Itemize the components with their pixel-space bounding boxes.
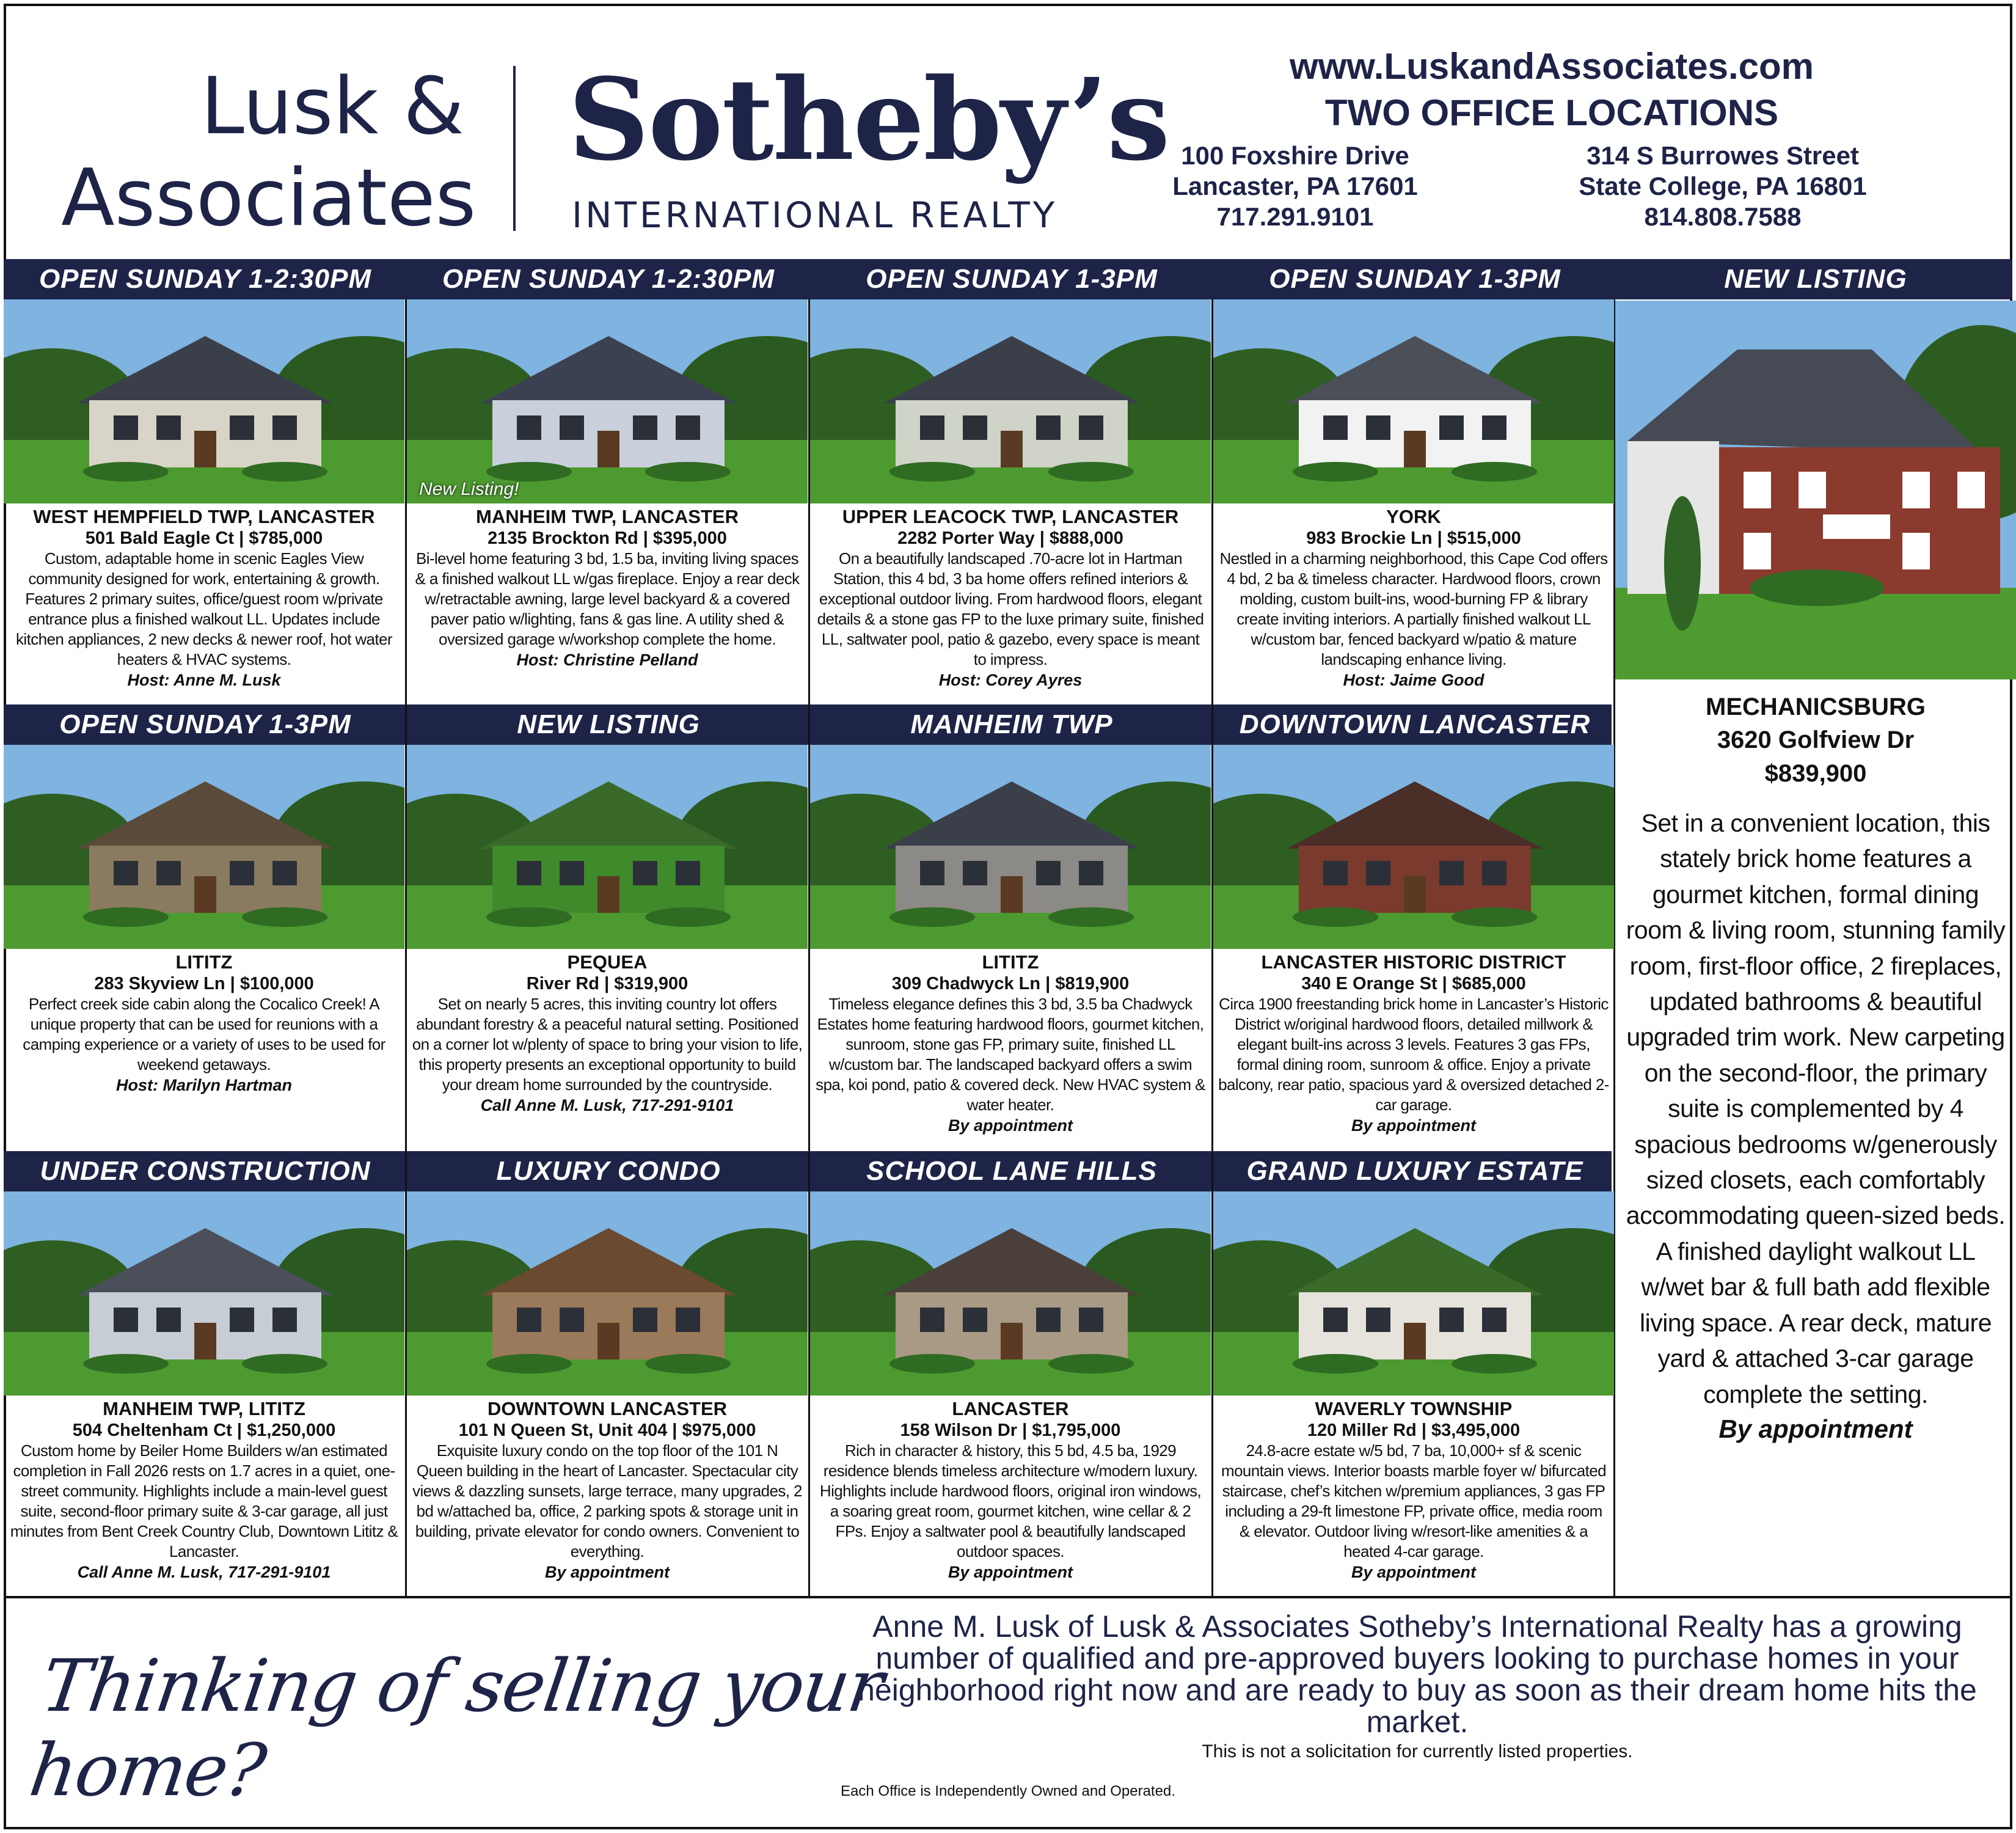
listing-title: LANCASTER [952, 1398, 1069, 1419]
band-label: OPEN SUNDAY 1-2:30PM [442, 264, 775, 294]
listing-description: Exquisite luxury condo on the top floor of the 101 N Queen building in the heart of Lancaster. Spectacular city views & dazzling sunsets, large terrace, many upgrades, 2 bd w/attached ba, office, 2 parking spots & storage unit in building, private elevator for condo owners. Convenient to everything. [412, 1441, 802, 1560]
feature-listing[interactable] [1615, 690, 2016, 1446]
house-photo [4, 1191, 404, 1396]
listing-address-price: 120 Miller Rd | $3,495,000 [1307, 1421, 1521, 1440]
listing-address-price: 283 Skyview Ln | $100,000 [94, 974, 314, 993]
feature-city: MECHANICSBURG [1706, 693, 1926, 720]
band-label: LUXURY CONDO [496, 1156, 721, 1186]
listing-title: DOWNTOWN LANCASTER [487, 1398, 728, 1419]
office-city: State College, PA 16801 [1579, 172, 1867, 200]
listing-photo [1213, 299, 1614, 503]
brand-lusk-logo: Lusk & Associates [61, 61, 477, 244]
listing-text [810, 1398, 1211, 1582]
brand-sothebys-logo: Sotheby’s [568, 54, 1169, 186]
house-photo [4, 299, 404, 503]
house-photo [407, 299, 808, 503]
listing-address-price: 101 N Queen St, Unit 404 | $975,000 [458, 1421, 756, 1440]
listing-address-price: 2135 Brockton Rd | $395,000 [488, 529, 727, 548]
listing-title: LITITZ [982, 951, 1039, 973]
feature-photo [1615, 301, 2016, 679]
listing-text [810, 951, 1211, 1136]
listing-address-price: 158 Wilson Dr | $1,795,000 [900, 1421, 1121, 1440]
house-photo [1213, 1191, 1614, 1396]
listing-address-price: 309 Chadwyck Ln | $819,900 [891, 974, 1130, 993]
listing-photo [4, 745, 404, 949]
listing-host: By appointment [948, 1563, 1073, 1581]
listing-address-price: 501 Bald Eagle Ct | $785,000 [85, 529, 323, 548]
band-label: GRAND LUXURY ESTATE [1246, 1156, 1583, 1186]
listing-title: UPPER LEACOCK TWP, LANCASTER [842, 506, 1179, 527]
listing-photo [4, 299, 404, 503]
listing-description: Timeless elegance defines this 3 bd, 3.5 ba Chadwyck Estates home featuring hardwood floors, gourmet kitchen, sunroom, stone gas FP, primary suite, finished LL w/custom bar. The landscaped backyard offers a swim spa, koi pond, patio & covered deck. New HVAC system & water heater. [816, 995, 1205, 1114]
band-label: OPEN SUNDAY 1-3PM [59, 709, 351, 739]
band-label: MANHEIM TWP [910, 709, 1113, 739]
listing-host: Host: Anne M. Lusk [127, 671, 281, 689]
house-photo [810, 299, 1211, 503]
band-label: SCHOOL LANE HILLS [866, 1156, 1157, 1186]
house-photo [1213, 745, 1614, 949]
feature-appointment: By appointment [1718, 1414, 1913, 1443]
footer-divider [4, 1596, 2012, 1598]
logo-divider [513, 66, 516, 231]
listing-photo [810, 1191, 1211, 1396]
solicitation-disclaimer: This is not a solicitation for currently listed properties. [1202, 1741, 1633, 1762]
listing-text [810, 506, 1211, 690]
listing-address-price: 504 Cheltenham Ct | $1,250,000 [72, 1421, 336, 1440]
office-phone[interactable]: 717.291.9101 [1216, 202, 1374, 231]
listing-text [407, 1398, 808, 1582]
band-label: OPEN SUNDAY 1-3PM [866, 264, 1158, 294]
listing-description: Custom home by Beiler Home Builders w/an estimated completion in Fall 2026 rests on 1.7 acres in a quiet, one-street community. Highlights include a main-level guest suite, second-floor primary suite & 3-car garage, all just minutes from Bent Creek Country Club, Downtown Lititz & Lancaster. [10, 1441, 398, 1560]
selling-tagline: Thinking of selling your home? [24, 1644, 888, 1812]
band-label: NEW LISTING [517, 709, 700, 739]
listing-text [407, 951, 808, 1116]
listing-description: Bi-level home featuring 3 bd, 1.5 ba, inviting living spaces & a finished walkout LL w/gas fireplace. Enjoy a rear deck w/retractable awning, large level backyard & a covered paver patio w/lighting, fans & gas line. A utility shed & oversized garage w/workshop complete the home. [415, 549, 800, 648]
listing-description: Circa 1900 freestanding brick home in Lancaster’s Historic District w/original hardwood floors, detailed millwork & elegant built-ins across 3 levels. Features 3 gas FPs, formal dining room, sunroom & office. Enjoy a private balcony, rear patio, spacious yard & oversized detached 2-car garage. [1218, 995, 1609, 1114]
house-photo [407, 1191, 808, 1396]
band-label: OPEN SUNDAY 1-2:30PM [38, 264, 372, 294]
house-photo [810, 745, 1211, 949]
listing-description: On a beautifully landscaped .70-acre lot in Hartman Station, this 4 bd, 3 ba home offers refined interiors & exceptional outdoor living. From hardwood floors, elegant details & a stone gas FP to the luxe primary suite, finished LL, saltwater pool, patio & gazebo, every space is meant to impress. [817, 549, 1204, 668]
listing-photo [1213, 1191, 1614, 1396]
band-label: DOWNTOWN LANCASTER [1239, 709, 1591, 739]
listing-description: Custom, adaptable home in scenic Eagles View community designed for work, entertaining & growth. Features 2 primary suites, office/guest room w/private entrance plus a finished walkout LL. Updates include kitchen appliances, 2 new decks & newer roof, hot water heaters & HVAC systems. [16, 549, 392, 668]
listing-address-price: 983 Brockie Ln | $515,000 [1306, 529, 1521, 548]
listing-photo [4, 1191, 404, 1396]
feature-description: Set in a convenient location, this stately brick home features a gourmet kitchen, formal dining room & living room, stunning family room, first-floor office, 2 fireplaces, updated bathrooms & beautiful upgraded trim work. New carpeting on the second-floor, the primary suite is complemented by 4 spacious bedrooms w/generously sized closets, each comfortably accommodating queen-sized beds. A finished daylight walkout LL w/wet bar & full bath add flexible living space. A rear deck, mature yard & attached 3-car garage complete the setting. [1626, 809, 2006, 1408]
house-photo [407, 745, 808, 949]
listing-host: Call Anne M. Lusk, 717-291-9101 [77, 1563, 331, 1581]
office-street: 100 Foxshire Drive [1181, 141, 1409, 170]
listing-text [4, 506, 404, 690]
listing-photo [810, 745, 1211, 949]
listing-description: Perfect creek side cabin along the Cocalico Creek! A unique property that can be used for reunions with a camping experience or a variety of uses to be used for weekend getaways. [23, 995, 385, 1074]
feature-price: $839,900 [1764, 760, 1867, 787]
office-phone[interactable]: 814.808.7588 [1644, 202, 1802, 231]
listing-host: Host: Jaime Good [1343, 671, 1485, 689]
listing-host: By appointment [544, 1563, 670, 1581]
band-label: NEW LISTING [1724, 264, 1907, 294]
header [0, 0, 2016, 257]
listing-text [1213, 506, 1614, 690]
listing-text [4, 1398, 404, 1582]
band-label: OPEN SUNDAY 1-3PM [1269, 264, 1561, 294]
listing-text [4, 951, 404, 1096]
house-photo [810, 1191, 1211, 1396]
listing-host: By appointment [948, 1116, 1073, 1135]
listing-host: Call Anne M. Lusk, 717-291-9101 [480, 1096, 734, 1114]
office-lancaster [1100, 141, 1491, 232]
listing-photo [407, 745, 808, 949]
house-photo [1213, 299, 1614, 503]
listing-host: Host: Corey Ayres [938, 671, 1083, 689]
office-street: 314 S Burrowes Street [1587, 141, 1859, 170]
listing-host: Host: Marilyn Hartman [115, 1076, 293, 1094]
independent-office-note: Each Office is Independently Owned and Operated. [841, 1783, 1175, 1799]
listing-title: PEQUEA [567, 951, 648, 973]
brick-house-photo [1615, 301, 2016, 679]
listing-photo [407, 1191, 808, 1396]
new-listing-tag: New Listing! [419, 479, 519, 499]
house-photo [4, 745, 404, 949]
listing-address-price: 2282 Porter Way | $888,000 [897, 529, 1123, 548]
office-state-college [1527, 141, 1918, 232]
feature-address: 3620 Golfview Dr [1717, 726, 1915, 753]
listing-title: WAVERLY TOWNSHIP [1315, 1398, 1513, 1419]
brand-intl-realty: INTERNATIONAL REALTY [572, 194, 1058, 236]
listing-title: MANHEIM TWP, LITITZ [103, 1398, 305, 1419]
listing-title: LITITZ [175, 951, 233, 973]
listing-description: 24.8-acre estate w/5 bd, 7 ba, 10,000+ sf & scenic mountain views. Interior boasts marble foyer w/ bifurcated staircase, chef’s kitchen w/premium appliances, 3 gas FP including a 29-ft limestone FP, private office, media room & elevator. Outdoor living w/resort-like amenities & a heated 4-car garage. [1221, 1441, 1606, 1560]
listing-text [407, 506, 808, 670]
website-link[interactable]: www.LuskandAssociates.com [1289, 46, 1814, 87]
listing-description: Nestled in a charming neighborhood, this Cape Cod offers 4 bd, 2 ba & timeless character. Hardwood floors, crown molding, custom built-ins, wood-burning FP & library create inviting interiors. A partially finished walkout LL w/custom bar, fenced backyard w/patio & mature landscaping enhance living. [1219, 549, 1608, 668]
listing-host: By appointment [1351, 1563, 1476, 1581]
listing-title: YORK [1386, 506, 1441, 527]
listing-address-price: River Rd | $319,900 [526, 974, 688, 993]
band-label: UNDER CONSTRUCTION [40, 1156, 371, 1186]
listing-photo [810, 299, 1211, 503]
listing-address-price: 340 E Orange St | $685,000 [1301, 974, 1526, 993]
listing-description: Set on nearly 5 acres, this inviting country lot offers abundant forestry & a peaceful natural setting. Positioned on a corner lot w/plenty of space to bring your vision to life, this property presents an exceptional opportunity to build your dream home surrounded by the countryside. [412, 995, 803, 1094]
listing-photo [407, 299, 808, 503]
listing-host: By appointment [1351, 1116, 1476, 1135]
office-city: Lancaster, PA 17601 [1172, 172, 1418, 200]
listing-title: WEST HEMPFIELD TWP, LANCASTER [33, 506, 375, 527]
listing-text [1213, 951, 1614, 1136]
listing-title: LANCASTER HISTORIC DISTRICT [1261, 951, 1566, 973]
listing-host: Host: Christine Pelland [516, 651, 698, 669]
buyer-pitch: Anne M. Lusk of Lusk & Associates Sotheby’s International Realty has a growing number of qualified and pre-approved buyers looking to purchase homes in your neighborhood right now and are ready to buy as soon as their dream home hits the market. [858, 1609, 1977, 1739]
listing-description: Rich in character & history, this 5 bd, 4.5 ba, 1929 residence blends timeless architecture w/modern luxury. Highlights include hardwood floors, original iron windows, a soaring great room, gourmet kitchen, wine cellar & 2 FPs. Enjoy a saltwater pool & beautifully landscaped outdoor spaces. [819, 1441, 1202, 1560]
listing-title: MANHEIM TWP, LANCASTER [476, 506, 739, 527]
listing-photo [1213, 745, 1614, 949]
locations-title: TWO OFFICE LOCATIONS [1324, 92, 1779, 133]
listing-text [1213, 1398, 1614, 1582]
